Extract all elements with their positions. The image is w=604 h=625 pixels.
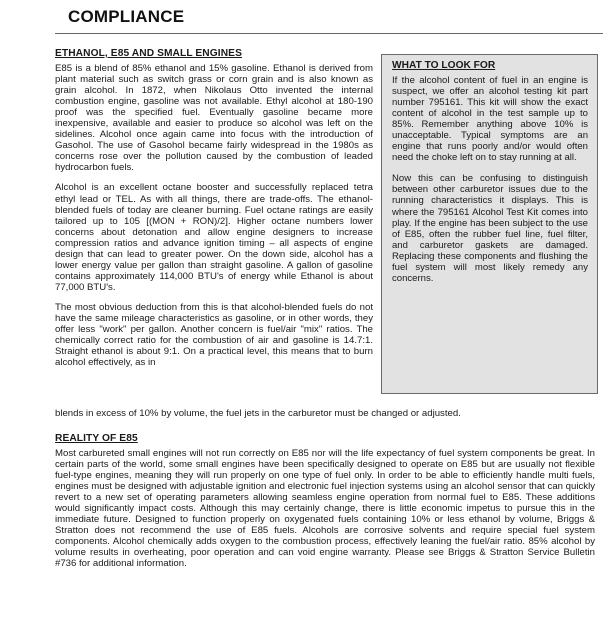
sidebar-paragraph-1: If the alcohol content of fuel in an engine is suspect, we offer an alcohol testing kit part number 795161. This kit will show the exact content of alcohol in the test sample up to 85%. Remember anything above 10% is unacceptable. Typical symptoms are an engine that runs poorly and/or would often need the choke left on to stay running at all. — [392, 75, 588, 164]
reality-section-heading: REALITY OF E85 — [55, 433, 138, 444]
what-to-look-for-sidebar — [381, 54, 598, 394]
ethanol-section-heading: ETHANOL, E85 AND SMALL ENGINES — [55, 48, 242, 59]
ethanol-paragraph-1: E85 is a blend of 85% ethanol and 15% gasoline. Ethanol is derived from plant material such as switch grass or corn grain and is also known as grain alcohol. In 1872, when Nikolaus Otto invented the internal combustion engine, gasoline was not available. Ethyl alcohol at 180-190 proof was the specified fuel. Eventually gasoline became more inexpensive, available and easier to produce so alcohol was left on the sidelines. Alcohol once again came into focus with the introduction of Gasohol. The use of Gasohol became fairly widespread in the 1980s as concerns rose over the pollution caused by the combustion of leaded hydrocarbon fuels. — [55, 63, 373, 174]
reality-paragraph: Most carbureted small engines will not run correctly on E85 nor will the life expectancy of fuel system components be great. In certain parts of the world, some small engines have been specifically designed to operate on E85 but are usually not flexible fuel-type engines, meaning they will run properly on one type of fuel only. In order to be able to efficiently handle multi fuels, engines must be designed with adjustable ignition and electronic fuel injection systems using an alcohol sensor that can quickly revert to a new set of operating parameters allowing seamless engine operation from normal fuel to E85. These additions would significantly impact costs. Although this may certainly change, there is little economic impetus to pursue this in the immediate future. Designed to function properly on oxygenated fuels containing 10% or less ethanol by volume, Briggs & Stratton does not recommend the use of E85 fuels. Alcohols are corrosive solvents and require special fuel system components. Alcohol chemically adds oxygen to the combustion process, effectively leaning the fuel/air ratio. 85% alcohol by volume results in overheating, poor operation and can void engine warranty. Please see Briggs & Stratton Service Bulletin #736 for additional information. — [55, 448, 595, 570]
ethanol-paragraph-3: The most obvious deduction from this is that alcohol-blended fuels do not have the same mileage characteristics as gasoline, or in other words, they offer less "work" per gallon. Another concern is fuel/air "mix" ratios. The chemically correct ratio for the combustion of air and gasoline is 14.7:1. Straight ethanol is about 9:1. On a practical level, this means that to burn alcohol effectively, as in — [55, 301, 373, 369]
sidebar-paragraph-2: Now this can be confusing to distinguish between other carburetor issues due to the running characteristics it displays. This is where the 795161 Alcohol Test Kit comes into play. If the engine has been subject to the use of E85, often the rubber fuel line, fuel filter, and carburetor gaskets are damaged. Replacing these components and flushing the fuel system will most likely remedy any concerns. — [392, 173, 588, 284]
ethanol-section — [55, 48, 373, 368]
ethanol-paragraph-2: Alcohol is an excellent octane booster and successfully replaced tetra ethyl lead or TEL. As with all things, there are trade-offs. The ethanol-blended fuels of today are cleaner burning. Fuel octane ratings are easily tailored up to 105 [(MON + RON)/2]. Higher octane numbers lower concerns about detonation and allow engine designers to increase compression ratios and advance ignition timing – all aspects of engine design that can lead to greater power. On the down side, alcohol has a lower energy value per gallon than straight gasoline. A gallon of gasoline contains approximately 114,000 BTU's of energy while Ethanol is about 77,000 BTU's. — [55, 182, 373, 293]
title-divider — [55, 33, 603, 34]
ethanol-paragraph-3-continuation: blends in excess of 10% by volume, the fuel jets in the carburetor must be changed or adjusted. — [55, 408, 461, 419]
reality-section — [55, 433, 595, 579]
sidebar-heading: WHAT TO LOOK FOR — [392, 60, 496, 71]
page-title: COMPLIANCE — [68, 7, 185, 26]
